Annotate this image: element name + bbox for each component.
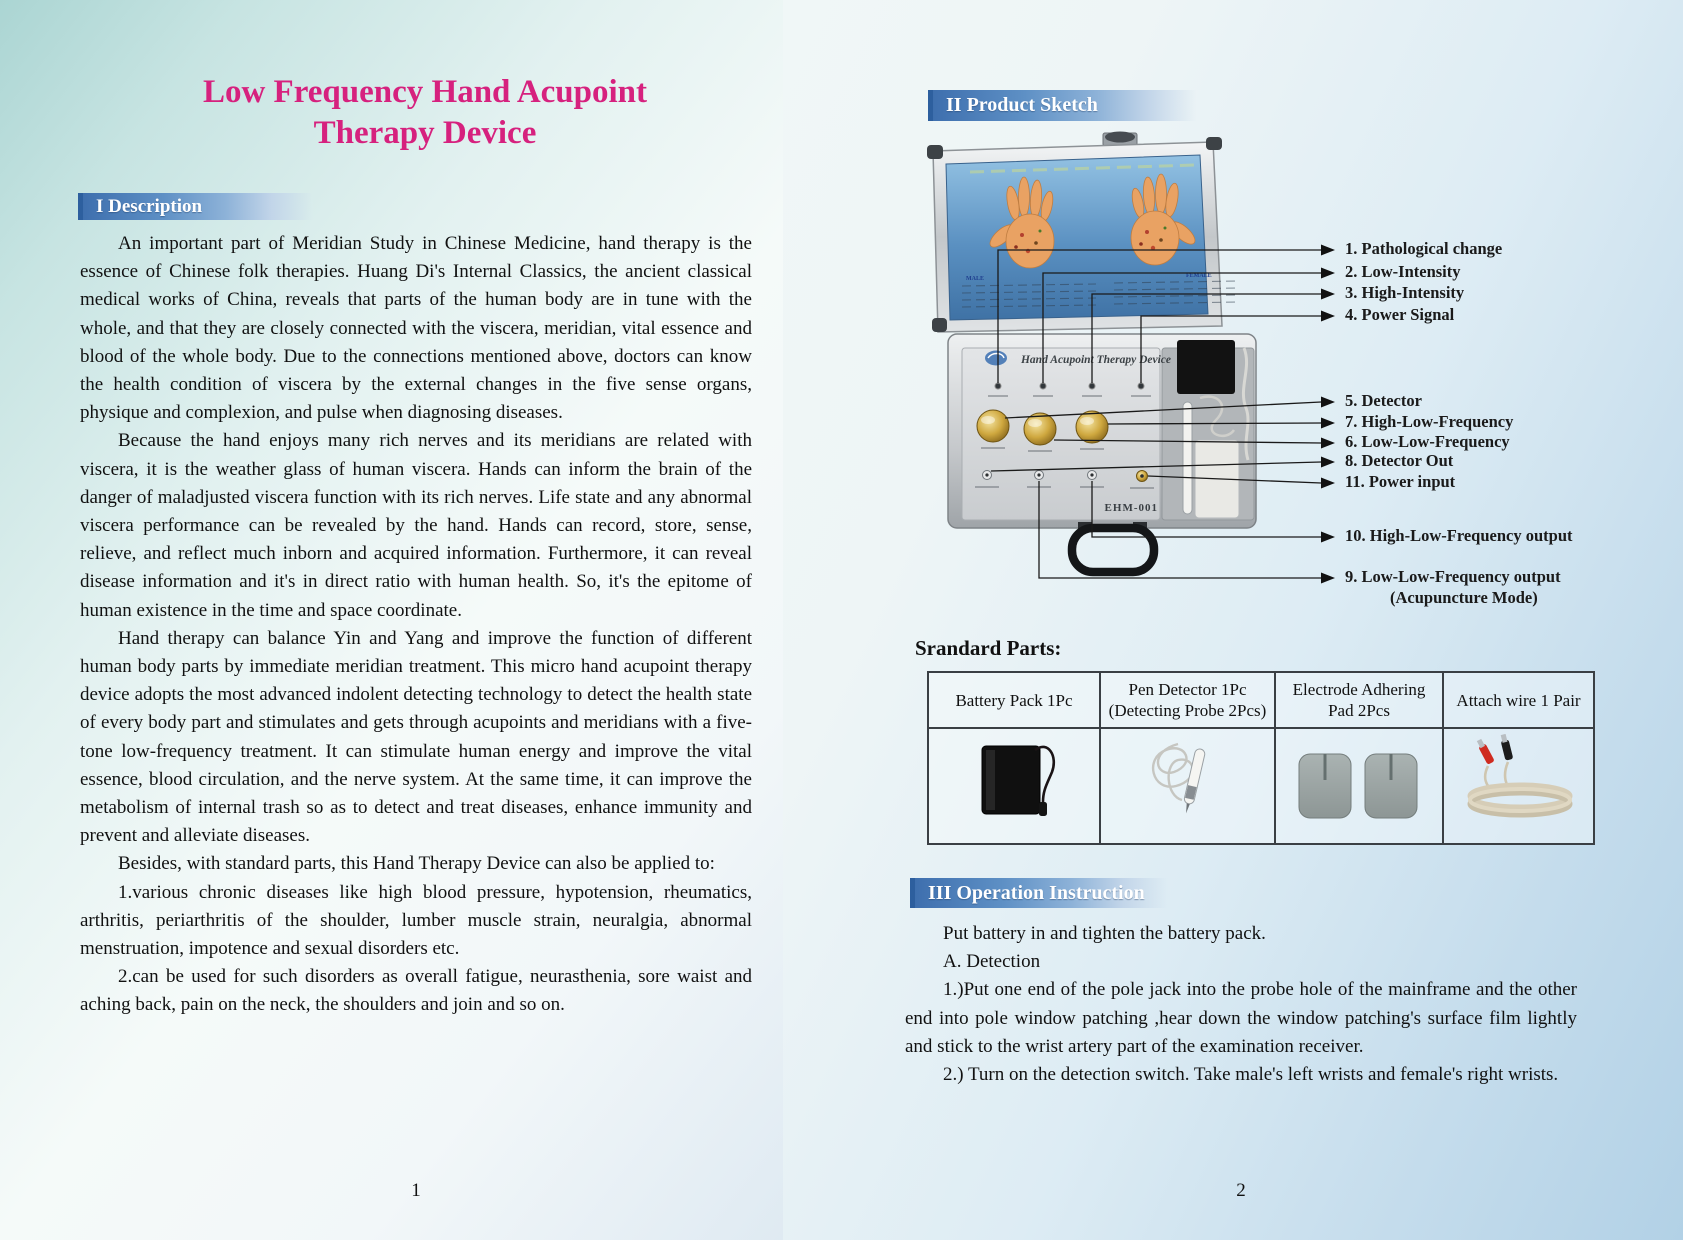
part-column-header-pen-detector: [1100, 672, 1275, 728]
battery-pack-cell: [928, 728, 1100, 844]
attach-wire-image: [1446, 734, 1591, 834]
callout-label-8: 8. Detector Out: [1345, 451, 1454, 470]
callout-label-9-mode: (Acupuncture Mode): [1390, 588, 1538, 607]
callout-label-6: 6. Low-Low-Frequency: [1345, 432, 1510, 451]
description-paragraph: 1.various chronic diseases like high blood pressure, hypotension, rheumatics, arthritis, periarthritis of the shoulder, lumber muscle strain, neuralgia, abnormal menstruation, impotence and sexual disorders etc.: [80, 881, 752, 960]
pen-detector-cell: [1100, 728, 1275, 844]
part-column-header-attach-wire: [1443, 672, 1594, 728]
electrode-pad-image: [1281, 734, 1437, 834]
operation-instructions: [905, 920, 1577, 1089]
hand-label-female: FEMALE: [1186, 273, 1212, 279]
section-header-description-label: I Description: [96, 196, 203, 217]
device-panel-title: Hand Acupoint Therapy Device: [1020, 354, 1172, 366]
callout-label-5: 5. Detector: [1345, 391, 1422, 410]
hand-label-male: MALE: [966, 276, 984, 282]
part-column-header-battery: [928, 672, 1100, 728]
instruction-paragraph: Put battery in and tighten the battery pack.: [943, 923, 1266, 944]
page-number-1: 1: [411, 1180, 421, 1201]
section-header-operation-label: III Operation Instruction: [928, 882, 1145, 904]
callout-label-3: 3. High-Intensity: [1345, 283, 1465, 302]
model-number: EHM-001: [1104, 502, 1158, 514]
case-latch: [1103, 132, 1137, 147]
callout-arrowheads: [1321, 245, 1335, 584]
title-line-1: Low Frequency Hand Acupoint: [202, 74, 648, 110]
description-paragraph: Hand therapy can balance Yin and Yang and improve the function of different human body parts by immediate meridian treatment. This micro hand acupoint therapy device adopts the most advanced indolent detecting technology to detect the health state of every body part and stimulates and gets through acupoints and meridians with a five-tone low-frequency treatment. It can stimulate human energy and improve the vital essence, blood circulation, and the nerve system. At the same time, it can improve the metabolism of internal trash so as to detect and treat diseases, enhance immunity and prevent and alleviate diseases.: [80, 627, 752, 847]
description-paragraph: Besides, with standard parts, this Hand Therapy Device can also be applied to:: [118, 853, 715, 875]
electrode-pad-cell: [1275, 728, 1443, 844]
section-header-operation-instruction: [910, 878, 1168, 908]
part-header-line: Electrode Adhering: [1292, 680, 1426, 699]
stored-pen-detector: [1183, 402, 1192, 514]
callout-label-9: 9. Low-Low-Frequency output: [1345, 567, 1561, 586]
product-sketch-figure: [900, 130, 1340, 610]
part-header-line: Pad 2Pcs: [1328, 701, 1390, 720]
description-text: [80, 230, 752, 1020]
page-number-2: 2: [1236, 1180, 1246, 1201]
attach-wire-cell: [1443, 728, 1594, 844]
part-column-header-electrode-pad: [1275, 672, 1443, 728]
section-header-product-sketch: [928, 90, 1196, 121]
battery-pack-image: [934, 734, 1094, 834]
brand-logo: [985, 351, 1007, 366]
callout-label-7: 7. High-Low-Frequency: [1345, 412, 1514, 431]
callout-label-11: 11. Power input: [1345, 472, 1456, 491]
description-paragraph: 2.can be used for such disorders as overall fatigue, neurasthenia, sore waist and aching back, pain on the neck, the shoulders and join and so on.: [80, 966, 752, 1016]
description-paragraph: An important part of Meridian Study in Chinese Medicine, hand therapy is the essence of Chinese folk therapies. Huang Di's Internal Classics, the ancient classical medical works of China, reveals that parts of the human body are in tune with the whole, and that they are closely connected with the viscera, meridian, vital essence and blood of the whole body. Due to the connections mentioned above, doctors can know the health condition of viscera by the external changes in the five sense organs, physique and complexion, and pulse when diagnosing diseases.: [80, 233, 752, 424]
part-header-line: Pen Detector 1Pc: [1128, 680, 1247, 699]
instruction-paragraph: 1.)Put one end of the pole jack into the probe hole of the mainframe and the other end into pole window patching ,hear down the window patching's surface film lightly and stick to the wrist artery part of the examination receiver.: [905, 979, 1577, 1057]
standard-parts-table: [927, 671, 1595, 845]
callout-label-10: 10. High-Low-Frequency output: [1345, 526, 1573, 545]
part-header-line: Battery Pack 1Pc: [955, 690, 1073, 710]
standard-parts-heading: Srandard Parts:: [915, 636, 1062, 660]
callout-label-4: 4. Power Signal: [1345, 305, 1455, 324]
part-header-line: Attach wire 1 Pair: [1456, 690, 1581, 710]
case-handle: [1072, 522, 1154, 572]
instruction-paragraph: 2.) Turn on the detection switch. Take male's left wrists and female's right wrists.: [943, 1064, 1559, 1086]
section-header-description: [78, 193, 313, 220]
case-lid: [927, 137, 1240, 332]
page-title: [95, 72, 755, 154]
section-header-product-sketch-label: II Product Sketch: [946, 94, 1098, 116]
description-paragraph: Because the hand enjoys many rich nerves and its meridians are related with viscera, it is the weather glass of human viscera. Hands can inform the brain of the danger of maladjusted viscera function with its rich nerves. Life state and any abnormal viscera performance can be revealed by the hand. Hands can record, store, sense, relieve, and reflect much inborn and acquired information. Furthermore, it can reveal disease information and it's in direct ratio with human health. So, it's the epitome of human existence in the time and space coordinate.: [80, 430, 752, 621]
callout-label-2: 2. Low-Intensity: [1345, 262, 1461, 281]
page-2: [783, 0, 1683, 1240]
instruction-paragraph: A. Detection: [943, 951, 1041, 973]
pen-detector-image: [1108, 734, 1268, 834]
case-base: [948, 334, 1256, 528]
callout-label-1: 1. Pathological change: [1345, 239, 1503, 258]
page-1: [0, 0, 784, 1240]
stored-battery-pack: [1177, 340, 1235, 394]
part-header-line: (Detecting Probe 2Pcs): [1108, 701, 1267, 720]
title-line-2: Therapy Device: [313, 115, 537, 151]
